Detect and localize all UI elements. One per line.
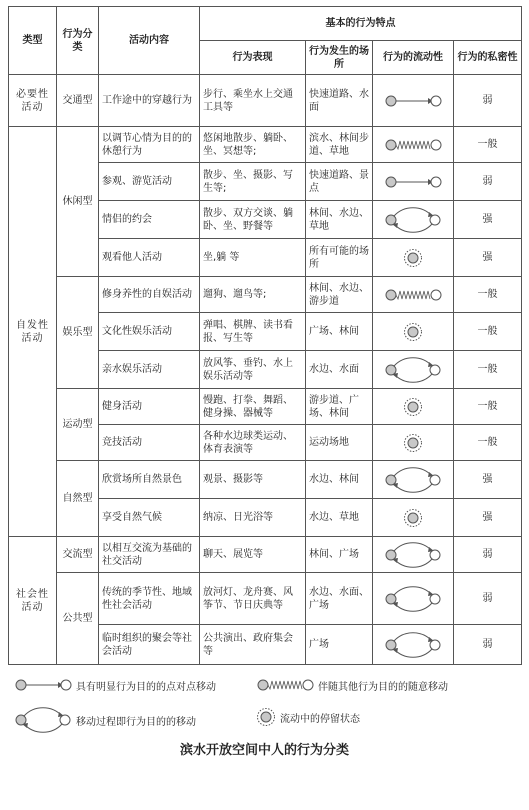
loop-move-icon bbox=[384, 632, 442, 658]
stay-icon bbox=[403, 508, 423, 528]
privacy-cell: 一般 bbox=[454, 313, 522, 351]
header-privacy: 行为的私密性 bbox=[454, 41, 522, 75]
loop-move-icon bbox=[384, 467, 442, 493]
privacy-cell: 弱 bbox=[454, 75, 522, 127]
place-cell: 林间、广场 bbox=[306, 537, 373, 573]
privacy-cell: 强 bbox=[454, 239, 522, 277]
privacy-cell: 一般 bbox=[454, 127, 522, 163]
behavior-cell: 散步、坐、摄影、写生等; bbox=[200, 163, 306, 201]
mobility-cell bbox=[373, 127, 454, 163]
privacy-cell: 一般 bbox=[454, 351, 522, 389]
privacy-cell: 弱 bbox=[454, 163, 522, 201]
place-cell: 广场、林间 bbox=[306, 313, 373, 351]
place-cell: 林间、水边、草地 bbox=[306, 201, 373, 239]
mobility-cell bbox=[373, 461, 454, 499]
privacy-cell: 一般 bbox=[454, 425, 522, 461]
stay-icon bbox=[256, 707, 276, 727]
behavior-cell: 散步、双方交谈、躺卧、坐、野餐等 bbox=[200, 201, 306, 239]
mobility-cell bbox=[373, 537, 454, 573]
legend-item-loop bbox=[14, 707, 196, 733]
mobility-cell bbox=[373, 201, 454, 239]
subcategory-leisure: 休闲型 bbox=[57, 127, 99, 277]
mobility-cell bbox=[373, 499, 454, 537]
loop-move-icon bbox=[384, 207, 442, 233]
privacy-cell: 弱 bbox=[454, 537, 522, 573]
place-cell: 滨水、林间步道、草地 bbox=[306, 127, 373, 163]
behavior-cell: 观景、摄影等 bbox=[200, 461, 306, 499]
place-cell: 快速道路、景点 bbox=[306, 163, 373, 201]
mobility-cell bbox=[373, 163, 454, 201]
legend-label-loop: 移动过程即行为目的的移动 bbox=[76, 716, 196, 728]
privacy-cell: 强 bbox=[454, 461, 522, 499]
activity-cell: 文化性娱乐活动 bbox=[99, 313, 200, 351]
subcategory-exchange: 交流型 bbox=[57, 537, 99, 573]
place-cell: 林间、水边、游步道 bbox=[306, 277, 373, 313]
place-cell: 水边、林间 bbox=[306, 461, 373, 499]
stay-icon bbox=[403, 433, 423, 453]
legend-label-random: 伴随其他行为目的的随意移动 bbox=[318, 681, 448, 693]
activity-cell: 健身活动 bbox=[99, 389, 200, 425]
place-cell: 所有可能的场所 bbox=[306, 239, 373, 277]
table-caption: 滨水开放空间中人的行为分类 bbox=[179, 743, 349, 758]
privacy-cell: 强 bbox=[454, 201, 522, 239]
behavior-cell: 弹唱、棋牌、读书看报、写生等 bbox=[200, 313, 306, 351]
mobility-cell bbox=[373, 239, 454, 277]
place-cell: 游步道、广场、林间 bbox=[306, 389, 373, 425]
privacy-cell: 强 bbox=[454, 499, 522, 537]
legend-item-directed bbox=[14, 677, 216, 693]
behavior-cell: 悠闲地散步、躺卧、坐、冥想等; bbox=[200, 127, 306, 163]
activity-cell: 工作途中的穿越行为 bbox=[99, 75, 200, 127]
category-necessary: 必要性活动 bbox=[9, 75, 57, 127]
category-social: 社会性活动 bbox=[9, 537, 57, 665]
behavior-cell: 放河灯、龙舟赛、风筝节、节日庆典等 bbox=[200, 573, 306, 625]
table-row bbox=[9, 461, 522, 499]
behavior-table bbox=[8, 6, 522, 665]
table-row bbox=[9, 573, 522, 625]
activity-cell: 欣赏场所自然景色 bbox=[99, 461, 200, 499]
activity-cell: 观看他人活动 bbox=[99, 239, 200, 277]
activity-cell: 亲水娱乐活动 bbox=[99, 351, 200, 389]
place-cell: 水边、草地 bbox=[306, 499, 373, 537]
table-row bbox=[9, 277, 522, 313]
table-row bbox=[9, 127, 522, 163]
mobility-cell bbox=[373, 425, 454, 461]
behavior-cell: 聊天、展览等 bbox=[200, 537, 306, 573]
activity-cell: 参观、游览活动 bbox=[99, 163, 200, 201]
stay-icon bbox=[403, 397, 423, 417]
activity-cell: 享受自然气候 bbox=[99, 499, 200, 537]
header-features-group: 基本的行为特点 bbox=[200, 7, 522, 41]
directed-point-icon bbox=[384, 174, 442, 190]
header-category: 类型 bbox=[9, 7, 57, 75]
behavior-cell: 公共演出、政府集会等 bbox=[200, 625, 306, 665]
table-row bbox=[9, 75, 522, 127]
place-cell: 水边、水面 bbox=[306, 351, 373, 389]
subcategory-entertainment: 娱乐型 bbox=[57, 277, 99, 389]
privacy-cell: 弱 bbox=[454, 625, 522, 665]
mobility-cell bbox=[373, 313, 454, 351]
privacy-cell: 一般 bbox=[454, 389, 522, 425]
mobility-cell bbox=[373, 351, 454, 389]
legend-item-random bbox=[256, 677, 448, 693]
loop-move-icon bbox=[14, 707, 72, 733]
subcategory-traffic: 交通型 bbox=[57, 75, 99, 127]
loop-move-icon bbox=[384, 542, 442, 568]
behavior-cell: 遛狗、遛鸟等; bbox=[200, 277, 306, 313]
behavior-cell: 步行、乘坐水上交通工具等 bbox=[200, 75, 306, 127]
random-wander-icon bbox=[384, 137, 442, 153]
random-move-icon bbox=[256, 677, 314, 693]
table-row bbox=[9, 389, 522, 425]
subcategory-nature: 自然型 bbox=[57, 461, 99, 537]
place-cell: 水边、水面、广场 bbox=[306, 573, 373, 625]
mobility-cell bbox=[373, 277, 454, 313]
legend-item-stay bbox=[256, 707, 360, 727]
table-row bbox=[9, 537, 522, 573]
privacy-cell: 弱 bbox=[454, 573, 522, 625]
activity-cell: 以调节心情为目的的休憩行为 bbox=[99, 127, 200, 163]
stay-icon bbox=[403, 322, 423, 342]
subcategory-public: 公共型 bbox=[57, 573, 99, 665]
mobility-cell bbox=[373, 75, 454, 127]
place-cell: 广场 bbox=[306, 625, 373, 665]
category-spontaneous: 自发性活动 bbox=[9, 127, 57, 537]
legend-label-directed: 具有明显行为目的的点对点移动 bbox=[76, 681, 216, 693]
subcategory-sport: 运动型 bbox=[57, 389, 99, 461]
mobility-cell bbox=[373, 573, 454, 625]
header-behavior: 行为表现 bbox=[200, 41, 306, 75]
place-cell: 快速道路、水面 bbox=[306, 75, 373, 127]
directed-move-icon bbox=[14, 677, 72, 693]
behavior-cell: 各种水边球类运动、体育表演等 bbox=[200, 425, 306, 461]
loop-move-icon bbox=[384, 357, 442, 383]
activity-cell: 临时组织的聚会等社会活动 bbox=[99, 625, 200, 665]
header-place: 行为发生的场所 bbox=[306, 41, 373, 75]
privacy-cell: 一般 bbox=[454, 277, 522, 313]
directed-point-icon bbox=[384, 93, 442, 109]
legend-label-stay: 流动中的停留状态 bbox=[280, 713, 360, 725]
activity-cell: 情侣的约会 bbox=[99, 201, 200, 239]
activity-cell: 修身养性的自娱活动 bbox=[99, 277, 200, 313]
header-subcategory: 行为分类 bbox=[57, 7, 99, 75]
header-activity: 活动内容 bbox=[99, 7, 200, 75]
mobility-cell bbox=[373, 625, 454, 665]
header-mobility: 行为的流动性 bbox=[373, 41, 454, 75]
random-wander-icon bbox=[384, 287, 442, 303]
behavior-cell: 放风筝、垂钓、水上娱乐活动等 bbox=[200, 351, 306, 389]
behavior-cell: 坐,躺 等 bbox=[200, 239, 306, 277]
behavior-cell: 慢跑、打拳、舞蹈、健身操、器械等 bbox=[200, 389, 306, 425]
activity-cell: 以相互交流为基础的社交活动 bbox=[99, 537, 200, 573]
activity-cell: 传统的季节性、地域性社会活动 bbox=[99, 573, 200, 625]
place-cell: 运动场地 bbox=[306, 425, 373, 461]
legend bbox=[8, 671, 521, 733]
behavior-cell: 纳凉、日光浴等 bbox=[200, 499, 306, 537]
loop-move-icon bbox=[384, 586, 442, 612]
stay-icon bbox=[403, 248, 423, 268]
mobility-cell bbox=[373, 389, 454, 425]
activity-cell: 竞技活动 bbox=[99, 425, 200, 461]
